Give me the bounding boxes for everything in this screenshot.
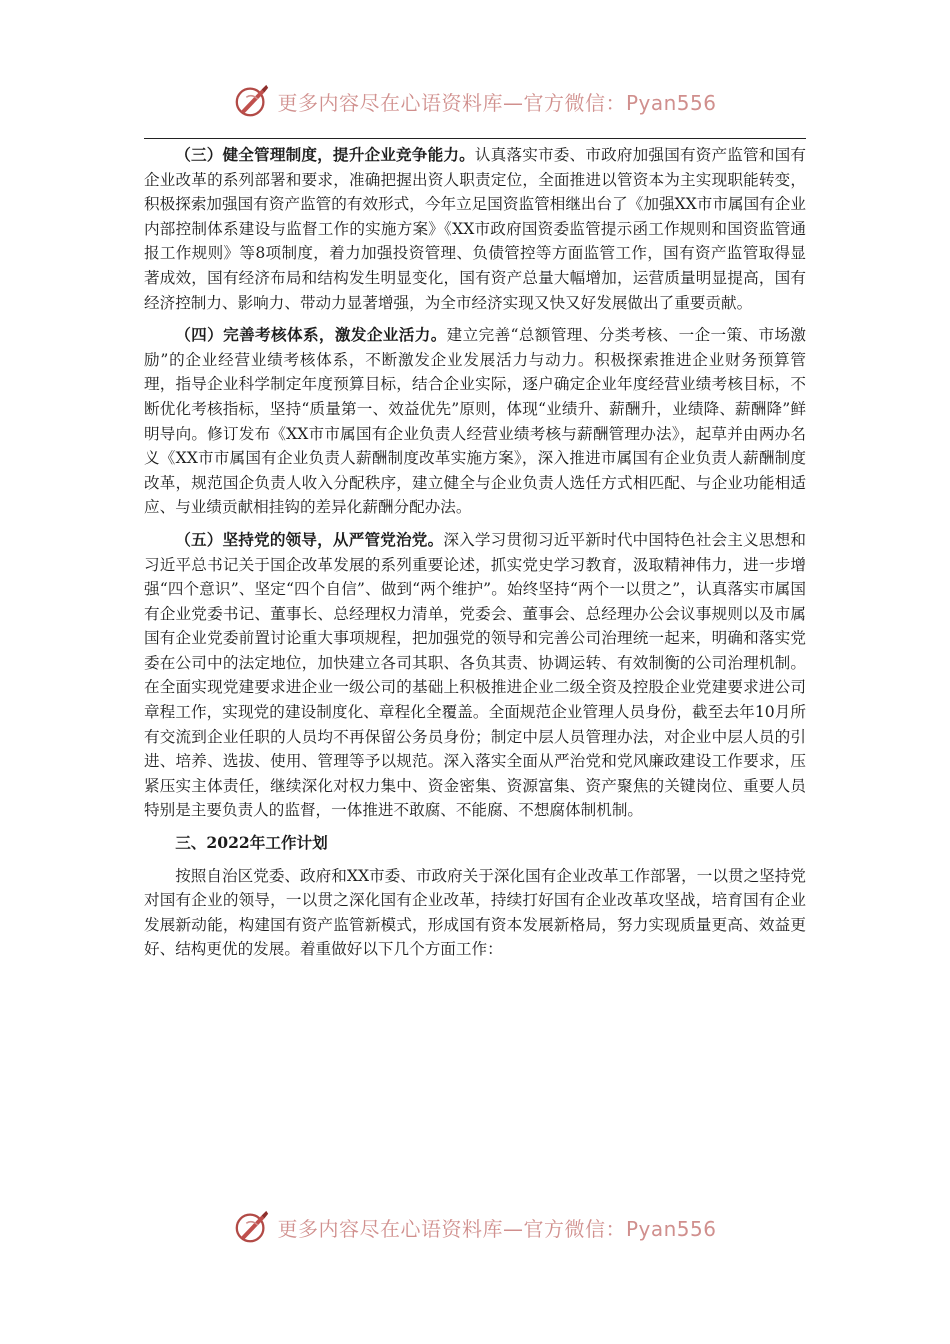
paragraph-title: （四）完善考核体系，激发企业活力。 [175, 325, 447, 345]
header-watermark [0, 82, 950, 120]
paragraph-management-system [144, 143, 806, 315]
paragraph-text: 认真落实市委、市政府加强国有资产监管和国有企业改革的系列部署和要求，准确把握出资人职责定位，全面推进以管资本为主实现职能转变，积极探索加强国有资产监管的有效形式，今年立足国资监管相继出台了《加强XX市市属国有企业内部控制体系建设与监督工作的实施方案》《XX市政府国资委监管提示函工作规则和国资监管通报工作规则》等8项制度，着力加强投资管理、负债管控等方面监管工作，国有资产监管取得显著成效，国有经济布局和结构发生明显变化，国有资产总量大幅增加，运营质量明显提高，国有经济控制力、影响力、带动力显著增强，为全市经济实现又快又好发展做出了重要贡献。 [144, 146, 806, 312]
watermark-text: 更多内容尽在心语资料库—官方微信：Pyan556 [277, 90, 717, 115]
paragraph-text: 建立完善“总额管理、分类考核、一企一策、市场激励”的企业经营业绩考核体系，不断激发企业发展活力与动力。积极探索推进企业财务预算管理，指导企业科学制定年度预算目标，结合企业实际，逐户确定企业年度经营业绩考核目标，不断优化考核指标，坚持“质量第一、效益优先”原则，体现“业绩升、薪酬升，业绩降、薪酬降”鲜明导向。修订发布《XX市市属国有企业负责人经营业绩考核与薪酬管理办法》，起草并由两办名义《XX市市属国有企业负责人薪酬制度改革实施方案》，深入推进市属国有企业负责人薪酬制度改革，规范国企负责人收入分配秩序，建立健全与企业负责人选任方式相匹配、与企业功能相适应、与业绩贡献相挂钩的差异化薪酬分配办法。 [144, 326, 806, 517]
paragraph-title: （三）健全管理制度，提升企业竞争能力。 [175, 145, 475, 164]
section-heading: 三、2022年工作计划 [175, 833, 328, 853]
paragraph-work-plan: 按照自治区党委、政府和XX市委、市政府关于深化国有企业改革工作部署，一以贯之坚持党对国有企业的领导，一以贯之深化国有企业改革，持续打好国有企业改革攻坚战，培育国有企业发展新动能，构建国有资产监管新模式，形成国有资本发展新格局，努力实现质量更高、效益更好、结构更优的发展。着重做好以下几个方面工作： [144, 866, 806, 959]
document-body [144, 143, 806, 970]
paragraph-assessment-system [144, 323, 806, 520]
paragraph-title: （五）坚持党的领导，从严管党治党。 [175, 529, 444, 549]
pen-logo-icon [233, 82, 271, 120]
paragraph-text: 深入学习贯彻习近平新时代中国特色社会主义思想和习近平总书记关于国企改革发展的系列重要论述，抓实党史学习教育，汲取精神伟力，进一步增强“四个意识”、坚定“四个自信”、做到“两个维护”。始终坚持“两个一以贯之”，认真落实市属国有企业党委书记、董事长、总经理权力清单，党委会、董事会、总经理办公会议事规则以及市属国有企业党委前置讨论重大事项规程，把加强党的领导和完善公司治理统一起来，明确和落实党委在公司中的法定地位，加快建立各司其职、各负其责、协调运转、有效制衡的公司治理机制。在全面实现党建要求进企业一级公司的基础上积极推进企业二级全资及控股企业党建要求进公司章程工作，实现党的建设制度化、章程化全覆盖。全面规范企业管理人员身份，截至去年10月所有交流到企业任职的人员均不再保留公务员身份；制定中层人员管理办法，对企业中层人员的引进、培养、选拔、使用、管理等予以规范。深入落实全面从严治党和党风廉政建设工作要求，压紧压实主体责任，继续深化对权力集中、资金密集、资源富集、资产聚焦的关键岗位、重要人员特别是主要负责人的监督，一体推进不敢腐、不能腐、不想腐体制机制。 [144, 530, 806, 820]
watermark-text: 更多内容尽在心语资料库—官方微信：Pyan556 [277, 1216, 717, 1241]
header-rule [144, 138, 806, 139]
paragraph-party-leadership [144, 528, 806, 823]
pen-logo-icon [233, 1208, 271, 1246]
footer-watermark [0, 1208, 950, 1246]
